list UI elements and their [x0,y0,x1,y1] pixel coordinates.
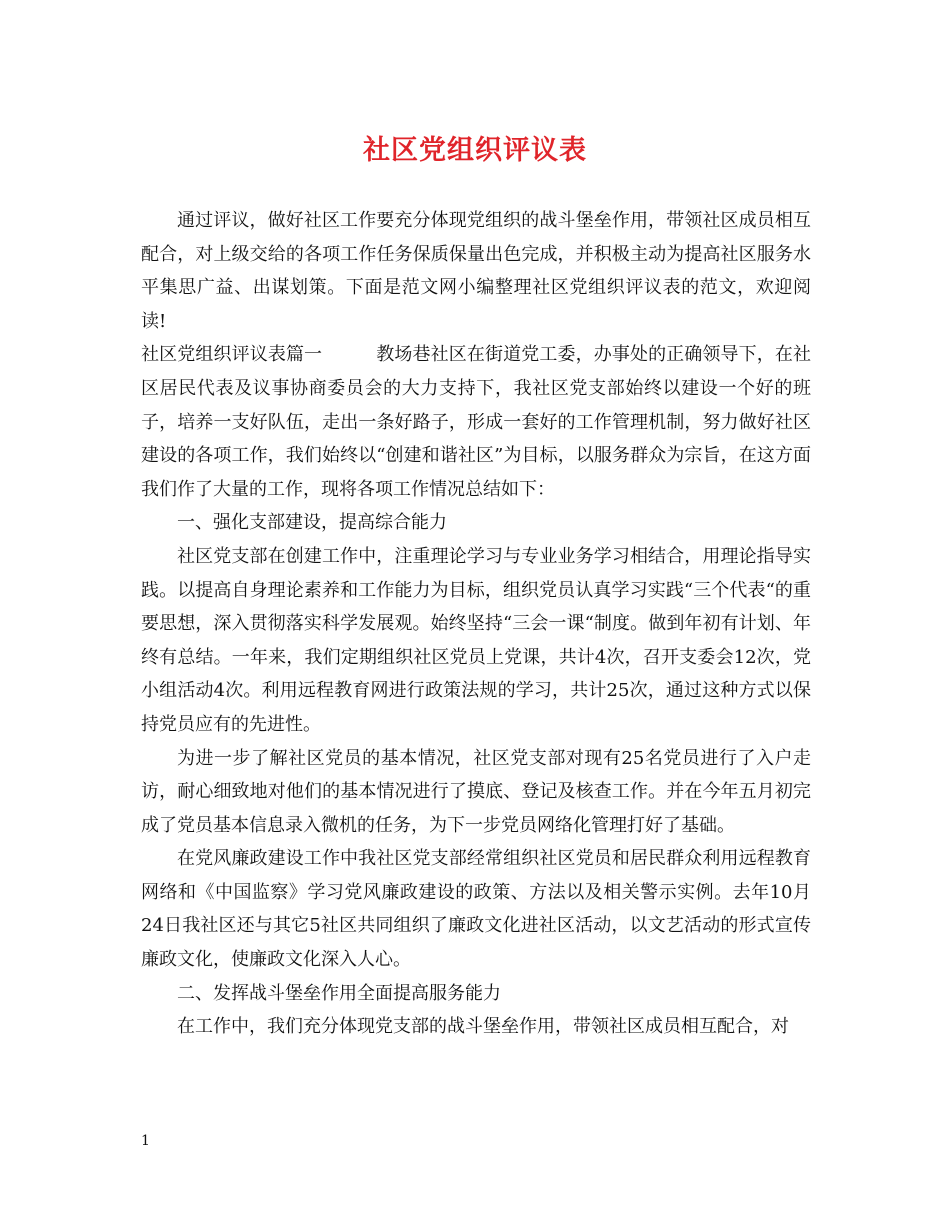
paragraph-4: 在工作中，我们充分体现党支部的战斗堡垒作用，带领社区成员相互配合，对 [177,1016,789,1038]
paragraph-2: 为进一步了解社区党员的基本情况，社区党支部对现有25名党员进行了入户走访，耐心细致地对他们的基本情况进行了摸底、登记及核查工作。并在今年五月初完成了党员基本信息录入微机的任务，为下一步党员网络化管理打好了基础。 [141,747,811,836]
section-label: 社区党组织评议表篇一 [141,344,323,366]
page-number: 1 [141,1133,150,1149]
document-body [141,204,811,1044]
section-lead-text: 教场巷社区在街道党工委，办事处的正确领导下，在社区居民代表及议事协商委员会的大力支持下，我社区党支部始终以建设一个好的班子，培养一支好队伍，走出一条好路子，形成一套好的工作管理机制，努力做好社区建设的各项工作，我们始终以“创建和谐社区”为目标，以服务群众为宗旨，在这方面我们作了大量的工作，现将各项工作情况总结如下： [141,344,812,500]
section-paragraph [141,338,811,506]
intro-paragraph: 通过评议，做好社区工作要充分体现党组织的战斗堡垒作用，带领社区成员相互配合，对上级交给的各项工作任务保质保量出色完成，并积极主动为提高社区服务水平集思广益、出谋划策。下面是范文网小编整理社区党组织评议表的范文，欢迎阅读! [141,210,811,332]
heading-2: 二、发挥战斗堡垒作用全面提高服务能力 [177,982,501,1004]
document-title: 社区党组织评议表 [363,135,587,166]
paragraph-1: 社区党支部在创建工作中，注重理论学习与专业业务学习相结合，用理论指导实践。以提高自身理论素养和工作能力为目标，组织党员认真学习实践“三个代表“的重要思想，深入贯彻落实科学发展观。始终坚持“三会一课“制度。做到年初有计划、年终有总结。一年来，我们定期组织社区党员上党课，共计4次，召开支委会12次，党小组活动4次。利用远程教育网进行政策法规的学习，共计25次，通过这种方式以保持党员应有的先进性。 [141,545,811,735]
heading-1: 一、强化支部建设，提高综合能力 [177,512,447,534]
paragraph-3: 在党风廉政建设工作中我社区党支部经常组织社区党员和居民群众利用远程教育网络和《中国监察》学习党风廉政建设的政策、方法以及相关警示实例。去年10月24日我社区还与其它5社区共同组织了廉政文化进社区活动，以文艺活动的形式宣传廉政文化，使廉政文化深入人心。 [141,848,811,971]
